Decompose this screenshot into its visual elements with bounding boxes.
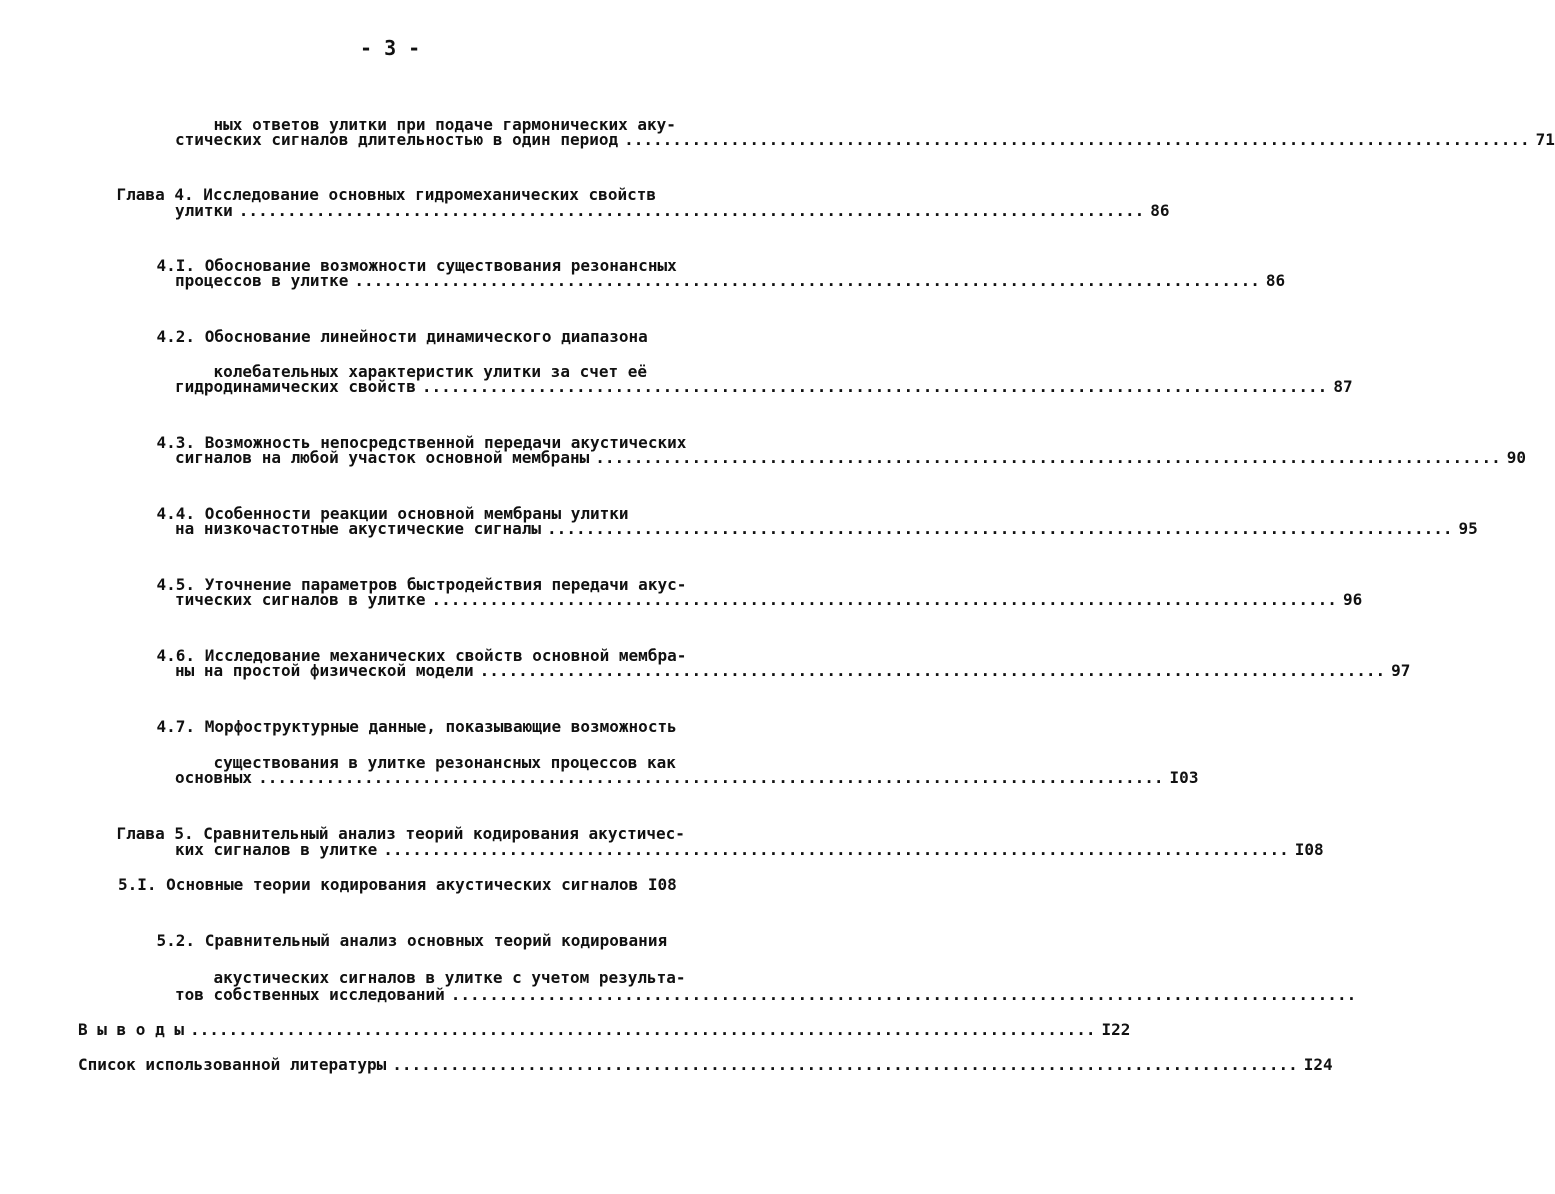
toc-text: гидродинамических свойств: [175, 377, 416, 396]
toc-prefix: 5.2.: [156, 931, 196, 950]
toc-text: Основные теории кодирования акустических сигналов: [166, 875, 639, 894]
dot-leader: ..............................................................................................: [624, 130, 1530, 149]
toc-page: 86: [1150, 201, 1170, 220]
toc-page: 95: [1458, 519, 1478, 538]
toc-text: Исследование основных гидромеханических свойств: [203, 185, 656, 204]
toc-text: Исследование механических свойств основной мембра-: [204, 646, 687, 665]
toc-text: Особенности реакции основной мембраны улитки: [204, 504, 629, 523]
toc-page: 90: [1506, 448, 1526, 467]
toc-text: Сравнительный анализ основных теорий кодирования: [204, 931, 668, 950]
toc-prefix: 4.6.: [156, 646, 196, 665]
toc-page: 97: [1391, 661, 1411, 680]
toc-text: Сравнительный анализ теорий кодирования акустичес-: [203, 824, 685, 843]
dot-leader: ..............................................................................................: [258, 768, 1164, 787]
toc-text: В ы в о д ы: [78, 1020, 184, 1039]
toc-text: Возможность непосредственной передачи акустических: [204, 433, 687, 452]
toc-text: Морфоструктурные данные, показывающие возможность: [204, 717, 677, 736]
toc-section-heading: [118, 875, 759, 895]
toc-text: тов собственных исследований: [175, 985, 445, 1004]
dot-leader: ..............................................................................................: [189, 1020, 1096, 1039]
toc-text: ких сигналов в улитке: [175, 840, 378, 859]
toc-text: сигналов на любой участок основной мембраны: [175, 448, 590, 467]
dot-leader: ..............................................................................................: [595, 448, 1501, 467]
toc-line: [78, 1020, 1131, 1040]
toc-page: I08: [1294, 840, 1324, 859]
toc-text: ны на простой физической модели: [175, 661, 474, 680]
toc-text: акустических сигналов в улитке с учетом результа-: [213, 968, 686, 987]
toc-page: I08: [647, 875, 677, 894]
toc-text: ных ответов улитки при подаче гармонических аку-: [213, 115, 676, 134]
dot-leader: ..............................................................................................: [421, 377, 1328, 396]
dot-leader: ..............................................................................................: [354, 271, 1260, 290]
toc-page: 87: [1333, 377, 1353, 396]
toc-text: основных: [175, 768, 253, 787]
toc-line: [175, 201, 1170, 221]
toc-text: процессов в улитке: [175, 271, 349, 290]
toc-prefix: 4.4.: [156, 504, 196, 523]
dot-leader: ..............................................................................................: [547, 519, 1453, 538]
toc-text: улитки: [175, 201, 233, 220]
dot-leader: ..............................................................................................: [450, 985, 1357, 1004]
toc-prefix: 4.7.: [156, 717, 196, 736]
dot-leader: ..............................................................................................: [238, 201, 1145, 220]
toc-prefix: 4.I.: [156, 256, 196, 275]
toc-text: Обоснование возможности существования резонансных: [204, 256, 677, 275]
toc-page: I03: [1169, 768, 1199, 787]
toc-prefix: 5.I.: [118, 875, 157, 894]
toc-text: существования в улитке резонансных процессов как: [213, 753, 676, 772]
dot-leader: ..............................................................................................: [479, 661, 1386, 680]
page-number: - 3 -: [360, 36, 421, 60]
toc-page: I22: [1101, 1020, 1131, 1039]
toc-page: 86: [1265, 271, 1286, 290]
toc-line: [175, 377, 1353, 397]
dot-leader: ..............................................................................................: [392, 1055, 1298, 1074]
toc-text: Обоснование линейности динамического диапазона: [204, 327, 648, 346]
dot-leader: ..............................................................................................: [431, 590, 1337, 609]
toc-prefix: Глава 4.: [116, 185, 194, 204]
toc-line: [175, 661, 1411, 681]
toc-prefix: Глава 5.: [116, 824, 194, 843]
toc-page: I24: [1303, 1055, 1333, 1074]
toc-page: 96: [1342, 590, 1363, 609]
toc-line: [175, 271, 1286, 291]
toc-prefix: 4.2.: [156, 327, 196, 346]
toc-line: [175, 130, 1555, 150]
toc-text: Список использованной литературы: [78, 1055, 387, 1074]
toc-line: [175, 448, 1526, 468]
dot-leader: ..............................................................................................: [383, 840, 1289, 859]
toc-prefix: 4.5.: [156, 575, 196, 594]
toc-page: 71: [1535, 130, 1555, 149]
toc-text: стических сигналов длительностью в один период: [175, 130, 619, 149]
toc-text: тических сигналов в улитке: [175, 590, 426, 609]
toc-line: [175, 768, 1199, 788]
toc-text: колебательных характеристик улитки за счет её: [213, 362, 648, 381]
toc-text: на низкочастотные акустические сигналы: [175, 519, 542, 538]
toc-line: [175, 519, 1478, 539]
toc-line: [78, 1055, 1333, 1075]
toc-line: [175, 590, 1363, 610]
toc-prefix: 4.3.: [156, 433, 196, 452]
toc-line: [175, 840, 1324, 860]
toc-line: [175, 985, 1357, 1005]
toc-text: Уточнение параметров быстродействия передачи акус-: [204, 575, 687, 594]
